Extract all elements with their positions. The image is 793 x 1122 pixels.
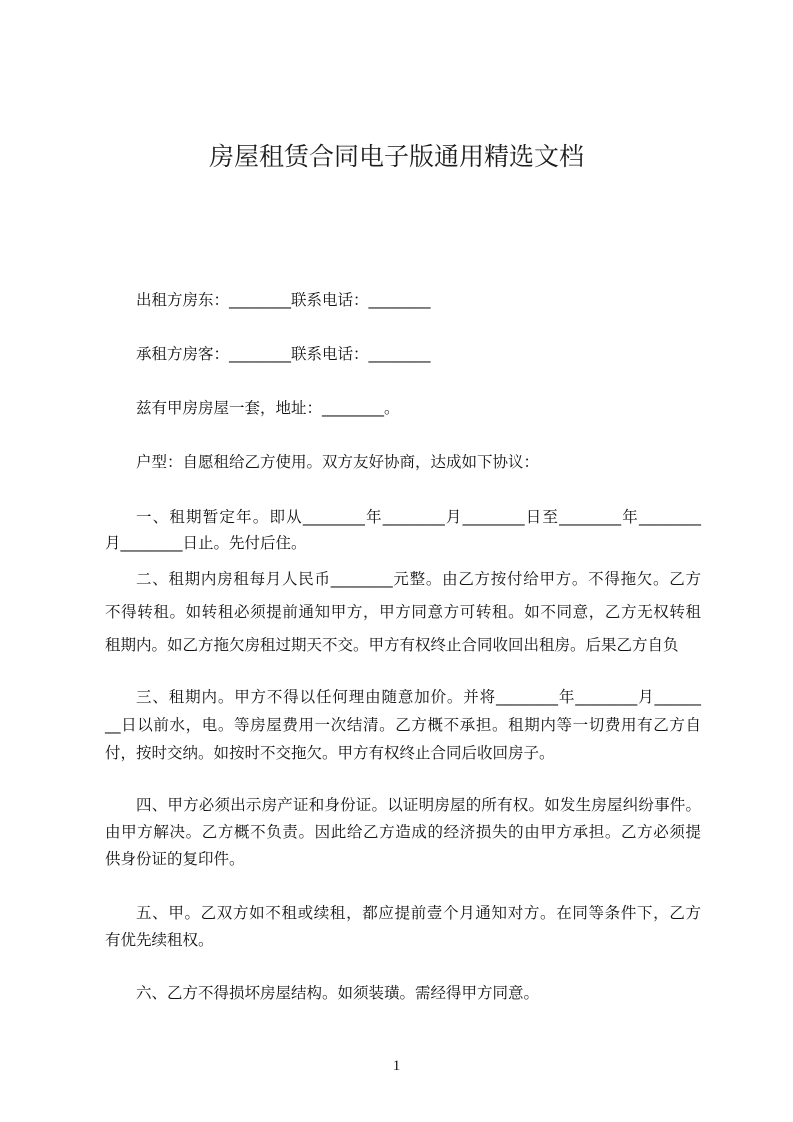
paragraph-line: 承租方房客：________联系电话：________ [136, 345, 431, 363]
paragraph-line: 有优先续租权。 [105, 931, 214, 949]
paragraph-line: 一、租期暂定年。即从________年________月________日至________年________ [136, 508, 701, 526]
paragraph-line: 出租方房东：________联系电话：________ [136, 291, 431, 309]
landlord-info-line [105, 287, 701, 314]
paragraph-line: 供身份证的复印件。 [105, 850, 245, 868]
clause-2-rent [105, 563, 701, 662]
paragraph-line: 月________日止。先付后住。 [105, 534, 307, 552]
clause-1-lease-term [105, 504, 701, 556]
property-address-line [105, 395, 701, 422]
clause-4-ownership [105, 792, 701, 873]
paragraph-line: 付，按时交纳。如按时不交拖欠。甲方有权终止合同后收回房子。 [105, 744, 555, 762]
paragraph-line: 六、乙方不得损坏房屋结构。如须装璜。需经得甲方同意。 [136, 984, 540, 1002]
page-number: 1 [392, 1058, 401, 1074]
paragraph-line: 由甲方解决。乙方概不负责。因此给乙方造成的经济损失的由甲方承担。乙方必须提 [105, 823, 701, 841]
paragraph-line: 不得转租。如转租必须提前通知甲方，甲方同意方可转租。如不同意，乙方无权转租 [105, 603, 701, 621]
paragraph-line: 四、甲方必须出示房产证和身份证。以证明房屋的所有权。如发生房屋纠纷事件。 [136, 796, 701, 814]
clause-3-fees [105, 683, 701, 767]
paragraph-line: 二、租期内房租每月人民币________元整。由乙方按付给甲方。不得拖欠。乙方 [136, 570, 701, 588]
clause-5-renewal [105, 900, 701, 954]
paragraph-line: 兹有甲房房屋一套，地址：________。 [136, 399, 400, 417]
clause-6-alterations [105, 980, 701, 1007]
paragraph-line: 租期内。如乙方拖欠房租过期天不交。甲方有权终止合同收回出租房。后果乙方自负 [105, 636, 679, 654]
paragraph-line: 三、租期内。甲方不得以任何理由随意加价。并将________年________月______ [136, 688, 701, 706]
unit-type-line [105, 449, 701, 476]
paragraph-line: 五、甲。乙双方如不租或续租，都应提前壹个月通知对方。在同等条件下，乙方 [136, 904, 701, 922]
paragraph-line: 户型：自愿租给乙方使用。双方友好协商，达成如下协议： [136, 453, 540, 471]
paragraph-line: __日以前水，电。等房屋费用一次结清。乙方概不承担。租期内等一切费用有乙方自 [105, 716, 701, 734]
document-title: 房屋租赁合同电子版通用精选文档 [208, 142, 584, 171]
tenant-info-line [105, 341, 701, 368]
